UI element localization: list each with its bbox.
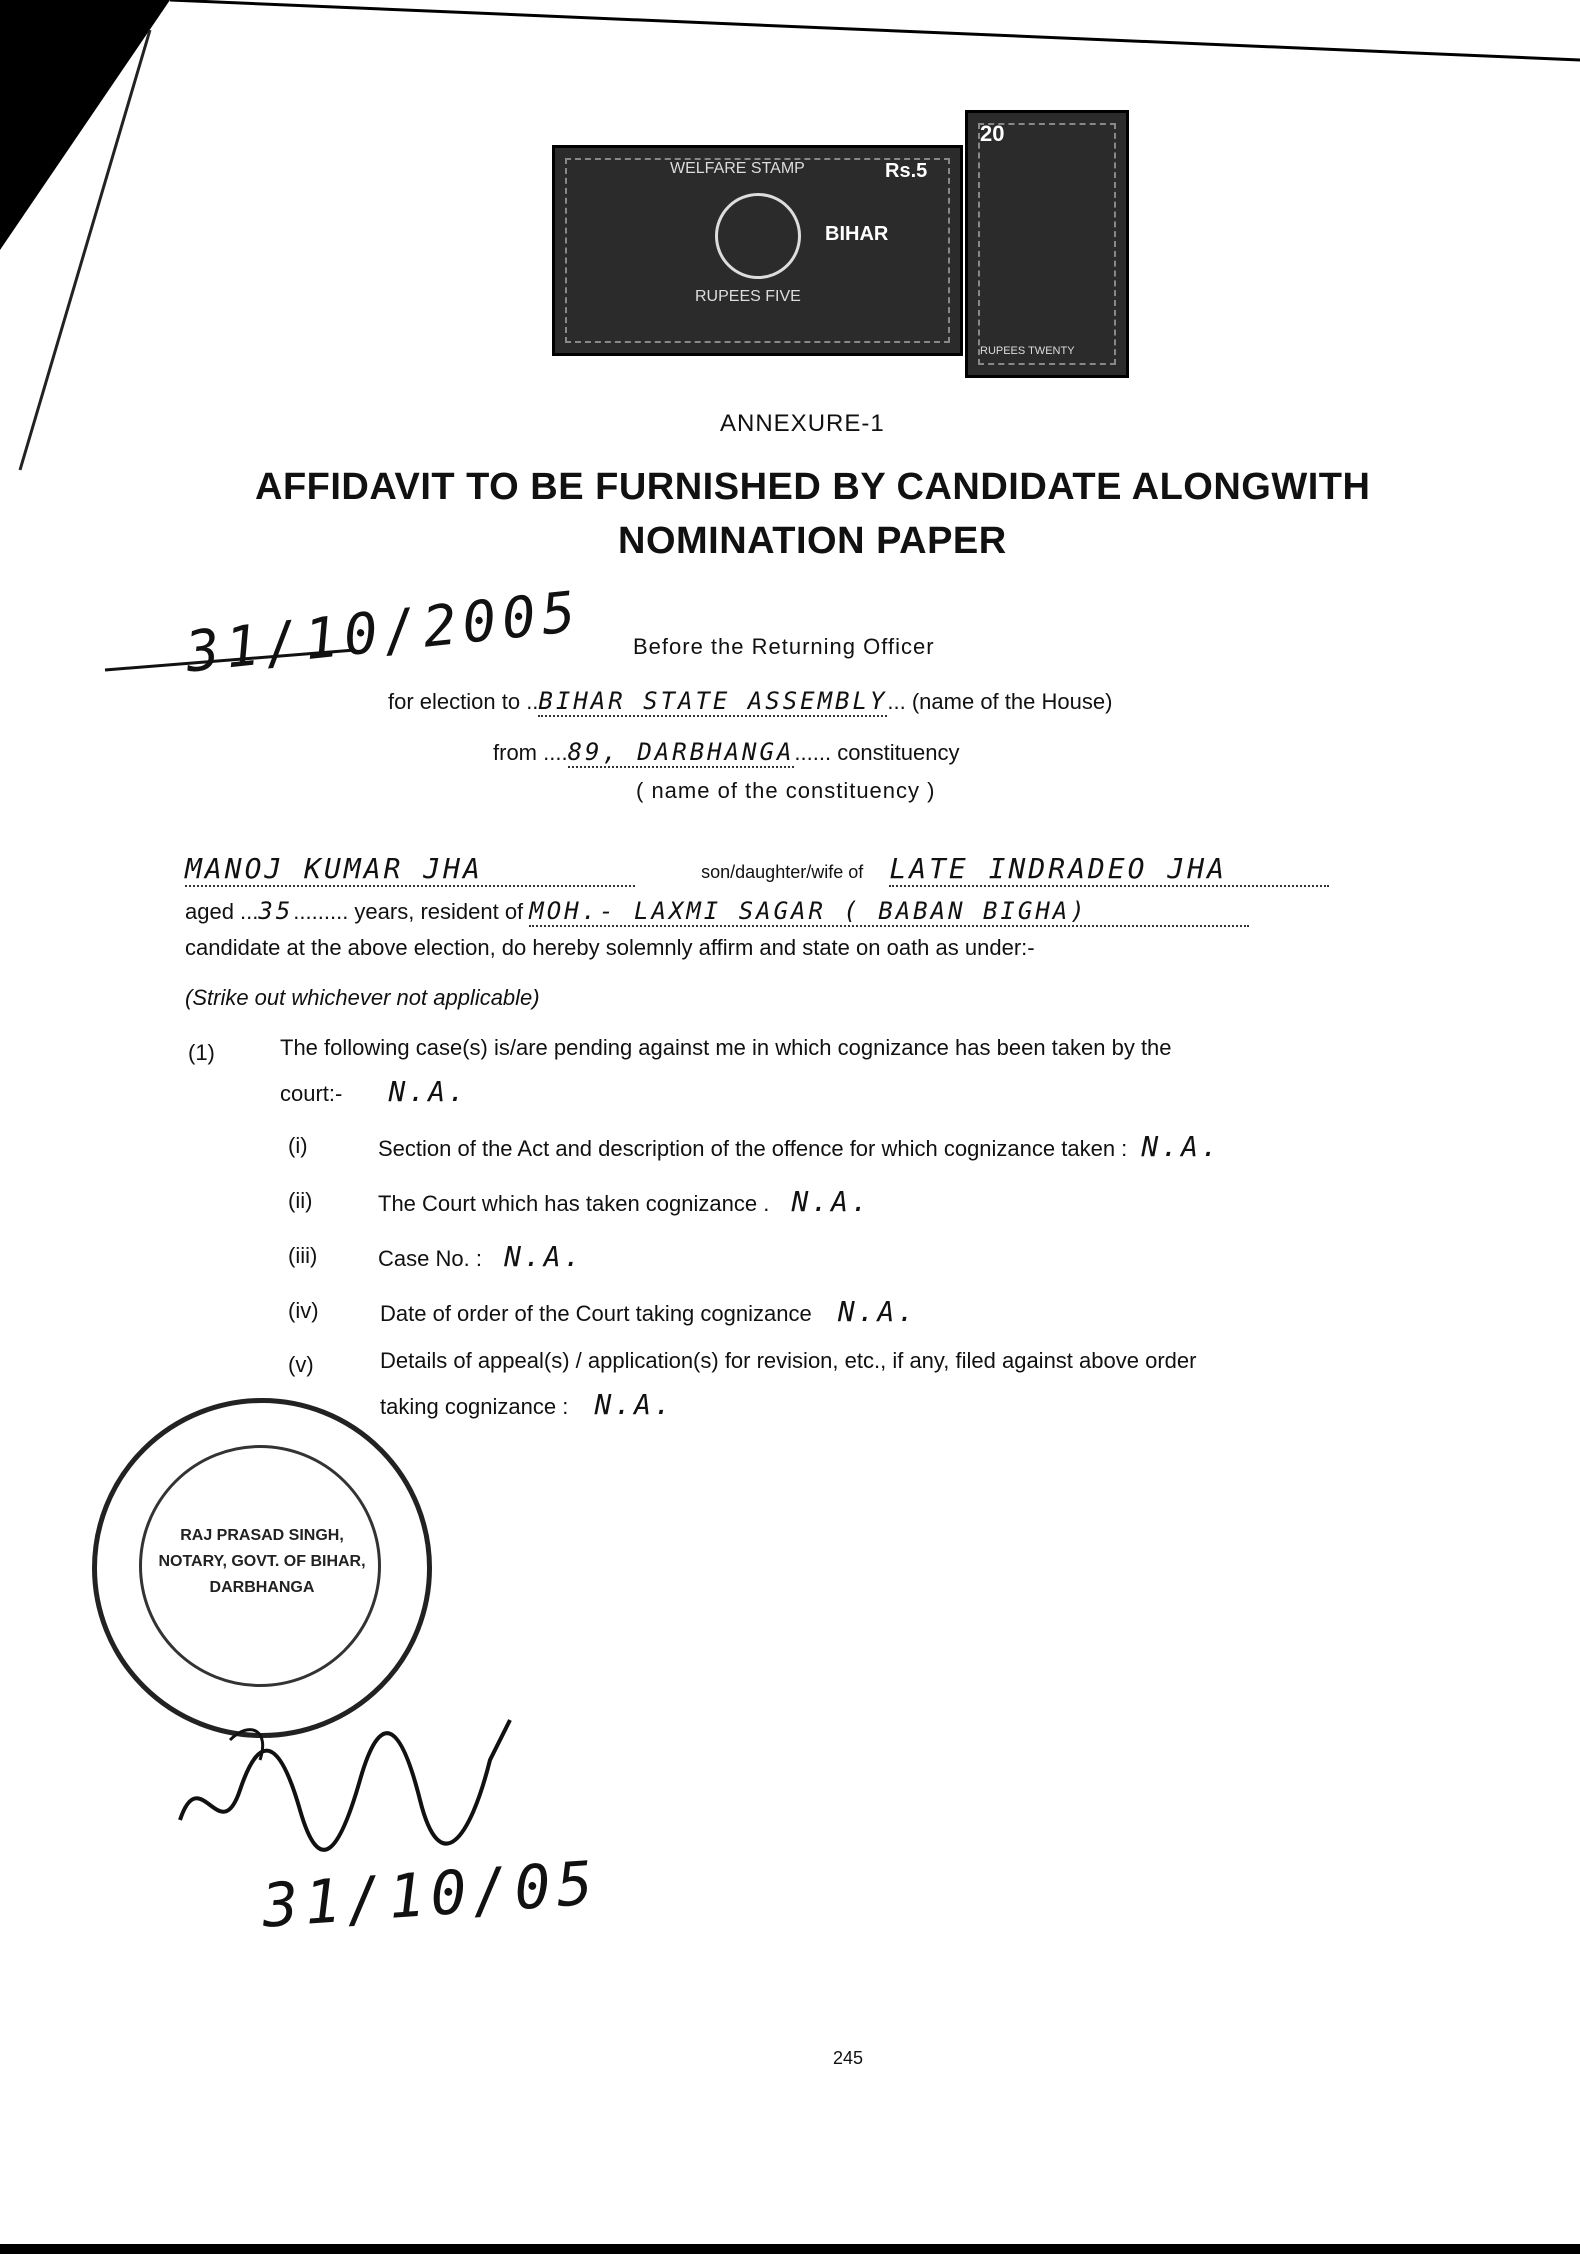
- candidate-name: MANOJ KUMAR JHA: [185, 852, 635, 887]
- subitem-4-na: N.A.: [837, 1295, 918, 1328]
- election-suffix: ... (name of the House): [887, 689, 1113, 714]
- subitem-5-cont-text: taking cognizance :: [380, 1394, 569, 1419]
- subitem-3-text: Case No. :: [378, 1246, 482, 1271]
- handwritten-strike-line: [100, 640, 360, 680]
- item1-text-a: The following case(s) is/are pending against me in which cognizance has been taken by the: [280, 1035, 1172, 1060]
- candidate-line: [185, 852, 1475, 887]
- subitem-5-number: (v): [288, 1352, 314, 1377]
- subitem-2-row: [378, 1185, 871, 1218]
- election-value: BIHAR STATE ASSEMBLY: [538, 687, 888, 715]
- subitem-1-text: Section of the Act and description of the offence for which cognizance taken :: [378, 1136, 1128, 1161]
- subitem-3-na: N.A.: [504, 1240, 584, 1273]
- age-line: [185, 897, 1475, 927]
- subitem-2-text: The Court which has taken cognizance .: [378, 1191, 770, 1216]
- father-name: LATE INDRADEO JHA: [889, 852, 1329, 887]
- subitem-1-row: [378, 1130, 1221, 1163]
- subitem-1-na: N.A.: [1141, 1130, 1221, 1163]
- stamp-right-denomination: 20: [980, 121, 1005, 146]
- welfare-stamp-left: [552, 145, 963, 356]
- subitem-2-na: N.A.: [791, 1185, 871, 1218]
- item1-number: (1): [188, 1040, 215, 1065]
- page-title-line2: NOMINATION PAPER: [618, 520, 1007, 562]
- before-officer-text: Before the Returning Officer: [633, 634, 935, 659]
- stamp-left-state: BIHAR: [825, 223, 889, 245]
- subitem-4-number: (iv): [288, 1298, 319, 1323]
- stamp-right-value: RUPEES TWENTY: [980, 345, 1075, 357]
- signature-date: 31/10/05: [259, 1848, 602, 1942]
- page-title-line1: AFFIDAVIT TO BE FURNISHED BY CANDIDATE ALONGWITH: [255, 466, 1371, 508]
- scan-bottom-edge: [0, 2244, 1580, 2254]
- constituency-line: [493, 738, 959, 768]
- item1-court-label: court:-: [280, 1081, 343, 1106]
- stamp-left-top-label: WELFARE STAMP: [670, 160, 805, 177]
- strike-note: (Strike out whichever not applicable): [185, 985, 540, 1010]
- item1-na: N.A.: [388, 1075, 468, 1108]
- resident-label: ......... years, resident of: [293, 899, 524, 924]
- handwritten-date-top: 31/10/2005: [182, 579, 585, 686]
- notary-seal: [92, 1398, 432, 1738]
- from-prefix: from ....: [493, 740, 568, 765]
- affirm-text: candidate at the above election, do hereby solemnly affirm and state on oath as under:-: [185, 935, 1035, 960]
- subitem-2-number: (ii): [288, 1188, 313, 1213]
- handwritten-signature: [170, 1700, 590, 1870]
- stamp-left-denomination: Rs.5: [885, 160, 928, 182]
- stamp-emblem-icon: [715, 193, 801, 279]
- age-value: 35: [258, 897, 294, 925]
- court-fee-stamp-right: [965, 110, 1129, 378]
- from-value: 89, DARBHANGA: [567, 738, 795, 766]
- notary-seal-text: RAJ PRASAD SINGH, NOTARY, GOVT. OF BIHAR, DARBHANGA: [158, 1527, 366, 1596]
- annexure-label: ANNEXURE-1: [720, 410, 885, 437]
- address-value: MOH.- LAXMI SAGAR ( BABAN BIGHA): [529, 897, 1249, 927]
- election-line: [388, 687, 1112, 717]
- constituency-note: ( name of the constituency ): [636, 778, 936, 803]
- subitem-5-cont: [380, 1388, 674, 1421]
- aged-prefix: aged ...: [185, 899, 259, 924]
- subitem-4-text: Date of order of the Court taking cognizance: [380, 1301, 812, 1326]
- subitem-4-row: [380, 1295, 917, 1328]
- subitem-3-number: (iii): [288, 1243, 318, 1268]
- page-number: 245: [833, 2048, 864, 2068]
- subitem-1-number: (i): [288, 1133, 308, 1158]
- subitem-5-text: Details of appeal(s) / application(s) for revision, etc., if any, filed against above order: [380, 1348, 1197, 1373]
- subitem-3-row: [378, 1240, 584, 1273]
- from-suffix: ...... constituency: [794, 740, 960, 765]
- subitem-5-na: N.A.: [594, 1388, 674, 1421]
- item1-text-b: [280, 1075, 468, 1108]
- relation-label: son/daughter/wife of: [701, 862, 864, 882]
- election-prefix: for election to ..: [388, 689, 539, 714]
- stamp-left-value: RUPEES FIVE: [695, 288, 801, 305]
